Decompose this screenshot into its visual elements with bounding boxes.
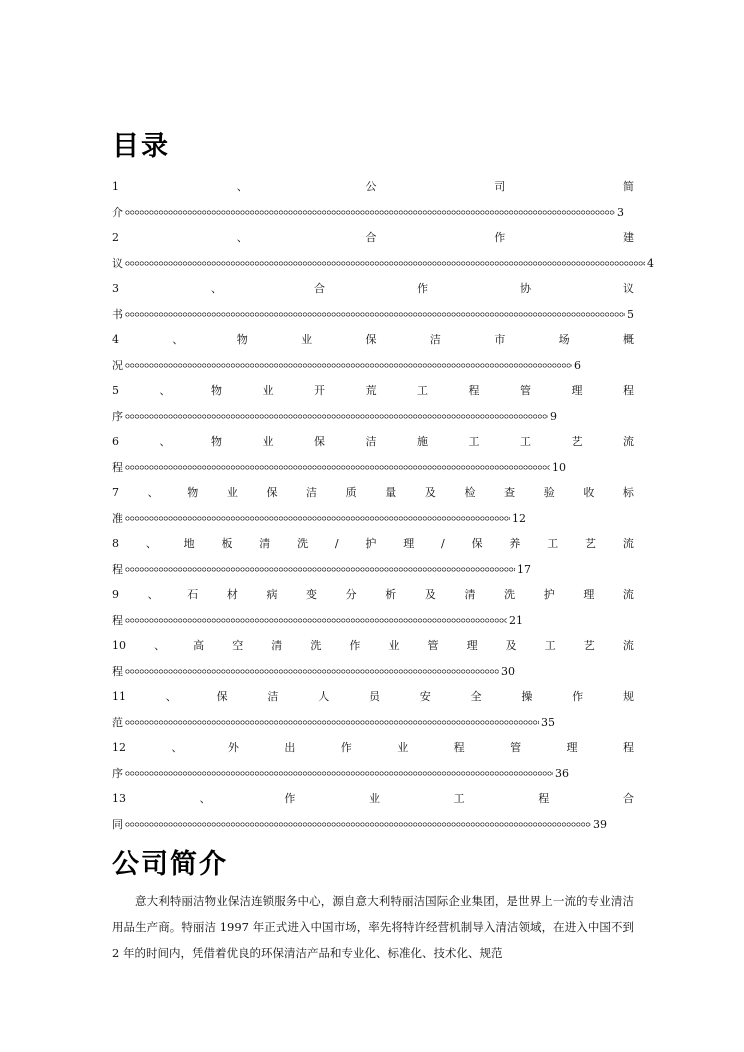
- toc-entry-char: 工: [544, 639, 556, 652]
- toc-entry-last-char: 介: [112, 205, 123, 219]
- toc-page-number: 4: [647, 256, 654, 270]
- toc-entry-char: 、: [145, 537, 157, 550]
- toc-entry-char: /: [334, 537, 339, 550]
- toc-entry-char: 、: [159, 435, 171, 448]
- toc-page-number: 5: [627, 307, 634, 321]
- toc-page-number: 12: [512, 511, 526, 525]
- toc-page-number: 10: [552, 460, 566, 474]
- toc-dot-leader: [125, 506, 510, 532]
- toc-entry[interactable]: [112, 378, 634, 429]
- toc-entry-char: 业: [368, 792, 380, 805]
- toc-entry-title-line: [112, 633, 634, 659]
- toc-page-number: 35: [541, 715, 555, 729]
- toc-entry-char: 、: [199, 792, 211, 805]
- toc-entry-char: 业: [226, 486, 238, 499]
- toc-entry-char: 艺: [571, 435, 583, 448]
- toc-page-number: 30: [501, 664, 515, 678]
- toc-entry[interactable]: [112, 531, 634, 582]
- toc-entry-char: 流: [622, 588, 634, 601]
- toc-entry-last-char: 序: [112, 409, 123, 423]
- toc-entry-leader-line: [112, 455, 634, 481]
- toc-entry-char: 病: [266, 588, 278, 601]
- toc-entry-title-line: [112, 174, 634, 200]
- toc-entry-char: 8: [112, 537, 119, 550]
- toc-entry-char: 管: [510, 741, 522, 754]
- toc-entry-char: 管: [427, 639, 439, 652]
- toc-entry-last-char: 序: [112, 766, 123, 780]
- toc-entry-title-line: [112, 276, 634, 302]
- toc-entry-char: 艺: [585, 537, 596, 550]
- toc-entry-char: 洁: [429, 333, 441, 346]
- toc-entry-char: 验: [543, 486, 555, 499]
- toc-entry[interactable]: [112, 276, 634, 327]
- toc-entry-char: 9: [112, 588, 119, 601]
- toc-entry-last-char: 同: [112, 817, 123, 831]
- toc-entry-title-line: [112, 786, 634, 812]
- toc-entry-leader-line: [112, 710, 634, 736]
- toc-entry-char: 程: [453, 741, 465, 754]
- toc-entry-char: 、: [211, 282, 222, 295]
- toc-entry-char: 荒: [365, 384, 377, 397]
- toc-entry-char: 概: [623, 333, 634, 346]
- toc-entry[interactable]: [112, 684, 634, 735]
- toc-entry-char: 、: [171, 741, 183, 754]
- toc-entry-char: 工: [417, 384, 428, 397]
- toc-entry-char: 、: [147, 588, 159, 601]
- toc-entry-char: 10: [112, 639, 126, 652]
- toc-entry-char: 板: [221, 537, 233, 550]
- toc-entry-char: 操: [521, 690, 533, 703]
- toc-entry-char: 收: [583, 486, 595, 499]
- toc-entry-char: 保: [266, 486, 278, 499]
- toc-entry-char: 场: [558, 333, 570, 346]
- toc-entry-char: 外: [227, 741, 239, 754]
- toc-entry[interactable]: [112, 786, 634, 837]
- toc-entry-leader-line: [112, 200, 634, 226]
- toc-entry-char: 作: [349, 639, 361, 652]
- company-intro-body: [112, 888, 634, 966]
- toc-entry-char: 保: [216, 690, 228, 703]
- toc-entry[interactable]: [112, 429, 634, 480]
- toc-entry-char: 工: [547, 537, 559, 550]
- toc-entry-char: 1: [112, 180, 119, 193]
- toc-entry-last-char: 况: [112, 358, 123, 372]
- toc-entry-leader-line: [112, 557, 634, 583]
- toc-entry-char: 程: [538, 792, 550, 805]
- toc-entry-char: 业: [301, 333, 313, 346]
- toc-entry-char: 程: [623, 384, 634, 397]
- toc-page-number: 9: [550, 409, 557, 423]
- toc-entry-char: 洗: [504, 588, 516, 601]
- toc-entry-char: 洁: [365, 435, 377, 448]
- toc-entry-char: 11: [112, 690, 126, 703]
- toc-dot-leader: [125, 353, 572, 379]
- toc-dot-leader: [125, 608, 507, 634]
- toc-entry[interactable]: [112, 633, 634, 684]
- toc-entry-char: 洗: [297, 537, 309, 550]
- toc-dot-leader: [125, 404, 548, 430]
- toc-entry-char: 业: [397, 741, 409, 754]
- toc-entry-title-line: [112, 327, 634, 353]
- toc-entry-char: 保: [365, 333, 377, 346]
- toc-entry-char: 施: [417, 435, 428, 448]
- toc-dot-leader: [125, 710, 539, 736]
- toc-entry-char: 工: [453, 792, 465, 805]
- toc-entry-char: 业: [388, 639, 400, 652]
- toc-entry-title-line: [112, 378, 634, 404]
- toc-entry-char: 、: [165, 690, 177, 703]
- toc-entry-char: 艺: [583, 639, 595, 652]
- toc-entry-title-line: [112, 429, 634, 455]
- toc-entry-title-line: [112, 225, 634, 251]
- toc-entry-char: 作: [494, 231, 506, 244]
- toc-entry-title-line: [112, 684, 634, 710]
- toc-entry-char: 标: [622, 486, 634, 499]
- toc-entry-char: 合: [314, 282, 325, 295]
- toc-dot-leader: [125, 557, 515, 583]
- toc-entry-char: 查: [504, 486, 516, 499]
- toc-entry-char: /: [441, 537, 445, 550]
- toc-entry-char: 议: [623, 282, 634, 295]
- toc-entry-char: 流: [623, 435, 634, 448]
- toc-entry-leader-line: [112, 353, 634, 379]
- toc-entry-char: 作: [340, 741, 352, 754]
- toc-entry-char: 合: [365, 231, 377, 244]
- toc-entry-char: 合: [622, 792, 634, 805]
- toc-entry-leader-line: [112, 251, 654, 277]
- toc-entry-char: 理: [571, 384, 583, 397]
- toc-entry-char: 员: [368, 690, 380, 703]
- toc-entry-char: 工: [468, 435, 480, 448]
- toc-entry-char: 检: [464, 486, 476, 499]
- toc-entry-char: 6: [112, 435, 119, 448]
- toc-entry-char: 开: [314, 384, 325, 397]
- toc-entry-char: 变: [306, 588, 318, 601]
- toc-page-number: 39: [593, 817, 607, 831]
- toc-entry-char: 洁: [306, 486, 318, 499]
- toc-dot-leader: [125, 812, 591, 838]
- toc-entry[interactable]: [112, 174, 634, 225]
- toc-entry-char: 物: [211, 435, 222, 448]
- toc-entry-char: 量: [385, 486, 397, 499]
- toc-entry-char: 人: [318, 690, 330, 703]
- toc-entry-char: 清: [464, 588, 476, 601]
- toc-entry-title-line: [112, 582, 634, 608]
- toc-entry-char: 护: [543, 588, 555, 601]
- toc-page-number: 3: [617, 205, 624, 219]
- toc-entry-char: 12: [112, 741, 126, 754]
- toc-entry[interactable]: [112, 480, 634, 531]
- toc-entry-char: 4: [112, 333, 119, 346]
- toc-entry-char: 分: [345, 588, 357, 601]
- toc-entry[interactable]: [112, 735, 634, 786]
- toc-entry-char: 程: [622, 741, 634, 754]
- toc-entry-last-char: 书: [112, 307, 123, 321]
- toc-entry-last-char: 程: [112, 664, 123, 678]
- toc-entry-leader-line: [112, 302, 634, 328]
- toc-entry-char: 规: [622, 690, 634, 703]
- toc-entry-char: 作: [417, 282, 428, 295]
- toc-entry-char: 及: [505, 639, 517, 652]
- toc-entry-char: 、: [236, 231, 248, 244]
- toc-page-number: 6: [574, 358, 581, 372]
- toc-entry-last-char: 程: [112, 562, 123, 576]
- toc-entry-char: 、: [236, 180, 248, 193]
- toc-entry-char: 物: [211, 384, 222, 397]
- toc-entry-char: 工: [520, 435, 531, 448]
- toc-entry-char: 程: [468, 384, 480, 397]
- toc-entry-last-char: 程: [112, 613, 123, 627]
- toc-dot-leader: [125, 659, 499, 685]
- toc-entry-last-char: 准: [112, 511, 123, 525]
- toc-entry-char: 业: [262, 384, 274, 397]
- toc-entry-char: 、: [154, 639, 166, 652]
- toc-entry-char: 安: [419, 690, 431, 703]
- toc-entry-char: 市: [494, 333, 506, 346]
- toc-dot-leader: [125, 302, 625, 328]
- toc-entry-char: 7: [112, 486, 119, 499]
- toc-entry-title-line: [112, 735, 634, 761]
- toc-entry[interactable]: [112, 327, 634, 378]
- toc-dot-leader: [125, 251, 645, 277]
- toc-entry-char: 及: [424, 588, 436, 601]
- toc-entry-char: 洗: [310, 639, 322, 652]
- toc-dot-leader: [125, 455, 550, 481]
- toc-entry-char: 高: [193, 639, 205, 652]
- toc-entry-leader-line: [112, 404, 634, 430]
- toc-entry-char: 5: [112, 384, 119, 397]
- toc-entry-char: 石: [187, 588, 199, 601]
- toc-entry-char: 全: [470, 690, 482, 703]
- toc-entry-char: 理: [466, 639, 478, 652]
- toc-entry-char: 业: [262, 435, 274, 448]
- toc-entry-char: 、: [172, 333, 184, 346]
- toc-entry-last-char: 议: [112, 256, 123, 270]
- toc-entry-char: 物: [187, 486, 199, 499]
- toc-entry-char: 管: [520, 384, 531, 397]
- toc-dot-leader: [125, 761, 553, 787]
- toc-entry-char: 、: [159, 384, 171, 397]
- toc-entry-char: 地: [183, 537, 195, 550]
- toc-entry-char: 作: [284, 792, 296, 805]
- toc-entry-char: 保: [314, 435, 325, 448]
- toc-entry-char: 理: [566, 741, 578, 754]
- toc-entry-char: 养: [509, 537, 521, 550]
- toc-entry-char: 2: [112, 231, 119, 244]
- toc-entry-char: 及: [424, 486, 436, 499]
- toc-entry-char: 清: [271, 639, 283, 652]
- table-of-contents: [112, 174, 654, 837]
- toc-entry-leader-line: [112, 608, 634, 634]
- toc-entry-char: 、: [147, 486, 159, 499]
- toc-entry-char: 3: [112, 282, 119, 295]
- toc-entry-char: 简: [623, 180, 634, 193]
- toc-entry-char: 理: [403, 537, 415, 550]
- toc-entry[interactable]: [112, 225, 654, 276]
- company-intro-heading: 公司简介: [112, 849, 228, 880]
- toc-entry-char: 出: [284, 741, 296, 754]
- toc-entry-last-char: 范: [112, 715, 123, 729]
- toc-entry-title-line: [112, 480, 634, 506]
- toc-dot-leader: [125, 200, 615, 226]
- toc-entry-char: 流: [622, 639, 634, 652]
- toc-entry-leader-line: [112, 506, 634, 532]
- toc-entry-char: 析: [385, 588, 397, 601]
- toc-entry-char: 保: [471, 537, 483, 550]
- toc-entry-char: 司: [494, 180, 506, 193]
- toc-heading: 目录: [112, 131, 170, 162]
- toc-page-number: 21: [509, 613, 523, 627]
- toc-entry-char: 流: [622, 537, 634, 550]
- toc-entry-char: 作: [572, 690, 584, 703]
- toc-entry-char: 护: [365, 537, 377, 550]
- toc-entry-char: 建: [623, 231, 634, 244]
- toc-entry-char: 洁: [267, 690, 279, 703]
- toc-entry-char: 质: [345, 486, 357, 499]
- toc-entry-char: 材: [226, 588, 238, 601]
- toc-entry-char: 协: [520, 282, 531, 295]
- toc-entry-char: 空: [232, 639, 244, 652]
- intro-paragraph: 意大利特丽洁物业保洁连锁服务中心，源自意大利特丽洁国际企业集团，是世界上一流的专业清洁用品生产商。特丽洁 1997 年正式进入中国市场，率先将特许经营机制导入清洁领域，在进入中国不到 2 年的时间内，凭借着优良的环保清洁产品和专业化、标准化、技术化、规范: [112, 894, 634, 960]
- toc-entry-leader-line: [112, 812, 634, 838]
- toc-entry-char: 公: [365, 180, 377, 193]
- toc-entry-char: 物: [236, 333, 248, 346]
- toc-page-number: 36: [555, 766, 569, 780]
- toc-entry-char: 13: [112, 792, 126, 805]
- toc-entry-title-line: [112, 531, 634, 557]
- toc-entry-char: 清: [259, 537, 271, 550]
- toc-entry[interactable]: [112, 582, 634, 633]
- toc-entry-last-char: 程: [112, 460, 123, 474]
- toc-entry-char: 理: [583, 588, 595, 601]
- toc-entry-leader-line: [112, 761, 634, 787]
- toc-page-number: 17: [517, 562, 531, 576]
- toc-entry-leader-line: [112, 659, 634, 685]
